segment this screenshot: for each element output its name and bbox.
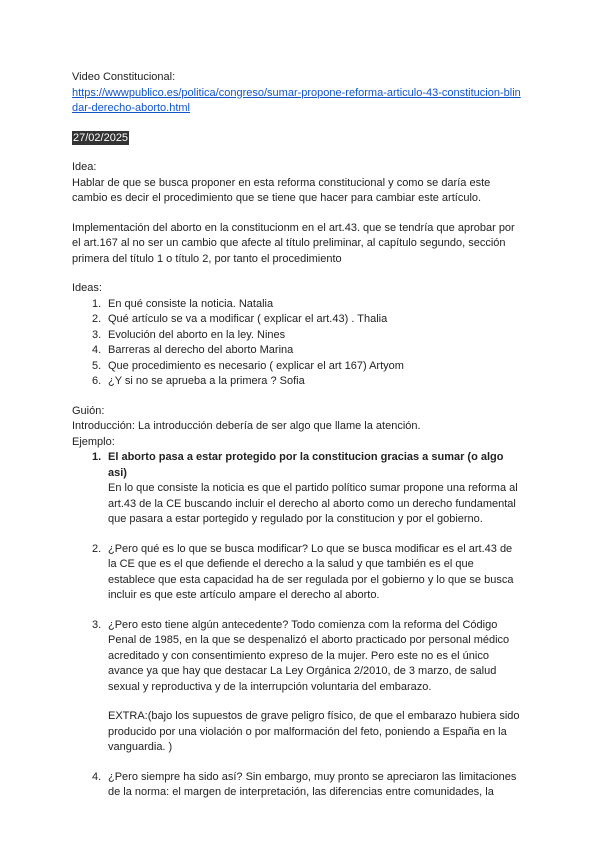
list-item: 5. Que procedimiento es necesario ( explicar el art 167) Artyom	[92, 359, 404, 372]
guion-item-3: 3. ¿Pero esto tiene algún antecedente? Todo comienza com la reforma del Código Penal de 1985, en la que se despenalizó el aborto practicado por personal médico acreditado y con consentimiento expreso de la mujer. Pero este no es el único avance ya que hay que destacar La Ley Orgánica 2/2010, de 3 marzo, de salud sexual y reproductiva y de la interrupción voluntaria del embarazo. EXTRA:(bajo los supuestos de grave peligro físico, de que el embarazo hubiera sido producido por una violación o por malformación del feto, poniendo a España en la vanguardia. )	[72, 618, 532, 756]
idea-paragraph-1-line-2: cambio es decir el procedimiento que se tiene que hacer para cambiar este artículo.	[72, 192, 482, 204]
list-item: 6. ¿Y si no se aprueba a la primera ? Sofia	[92, 375, 305, 387]
guion-item-1-title: El aborto pasa a estar protegido por la constitucion gracias a sumar (o algo	[108, 451, 504, 463]
guion-item-2: 2. ¿Pero qué es lo que se busca modificar? Lo que se busca modificar es el art.43 de la CE que es el que defiende el derecho a la salud y que también es el que establece que esta capacidad ha de ser regulada por el gobierno y lo que se busca incluir es que este artículo ampare el derecho al aborto.	[92, 542, 514, 601]
guion-example-label: Ejemplo:	[72, 435, 115, 448]
idea-paragraph-2-line-1: Implementación del aborto en la constitucionm en el art.43. que se tendría que aprobar por	[72, 221, 515, 234]
list-item: 1. En qué consiste la noticia. Natalia	[92, 297, 274, 310]
guion-intro: Introducción: La introducción debería de ser algo que llame la atención.	[72, 420, 421, 432]
guion-item-4: 4. ¿Pero siempre ha sido así? Sin embargo, muy pronto se apreciaron las limitaciones de la norma: el margen de interpretación, las diferencias entre comunidades, la	[92, 770, 517, 798]
idea-heading: Idea:	[72, 161, 97, 173]
list-item: 2. Qué artículo se va a modificar ( explicar el art.43) . Thalia	[92, 313, 388, 325]
idea-paragraph-2-line-2: el art.167 al no ser un cambio que afecte al título preliminar, al capítulo segundo, sección	[72, 237, 506, 249]
list-item: 3. Evolución del aborto en la ley. Nines	[92, 328, 286, 341]
idea-paragraph-2-line-3: primera del título 1 o título 2, por tanto el procedimiento	[72, 252, 342, 265]
video-label: Video Constitucional:	[72, 71, 176, 83]
list-item: 4. Barreras al derecho del aborto Marina	[92, 344, 294, 356]
video-link-line1[interactable]: https://wwwpublico.es/politica/congreso/sumar-propone-reforma-articulo-43-constitucion-blin	[72, 86, 521, 99]
ideas-list	[72, 297, 532, 390]
video-link-line2[interactable]: dar-derecho-aborto.html	[72, 102, 191, 114]
extra-note: EXTRA:(bajo los supuestos de grave peligro físico, de que el embarazo hubiera sido	[108, 710, 520, 722]
date-highlight: 27/02/2025	[73, 131, 129, 144]
guion-heading: Guión:	[72, 404, 105, 417]
ideas-heading: Ideas:	[72, 282, 102, 294]
idea-paragraph-1-line-1: Hablar de que se busca proponer en esta reforma constitucional y como se daría este	[72, 176, 491, 189]
document-page	[72, 70, 532, 801]
guion-item-1: 1. El aborto pasa a estar protegido por la constitucion gracias a sumar (o algo asi) En lo que consiste la noticia es que el partido político sumar propone una reforma al art.43 de la CE buscando incluir el derecho al aborto como un derecho fundamental que pasara a estar portegido y regulado por la constitucion y por el gobierno.	[72, 450, 532, 528]
